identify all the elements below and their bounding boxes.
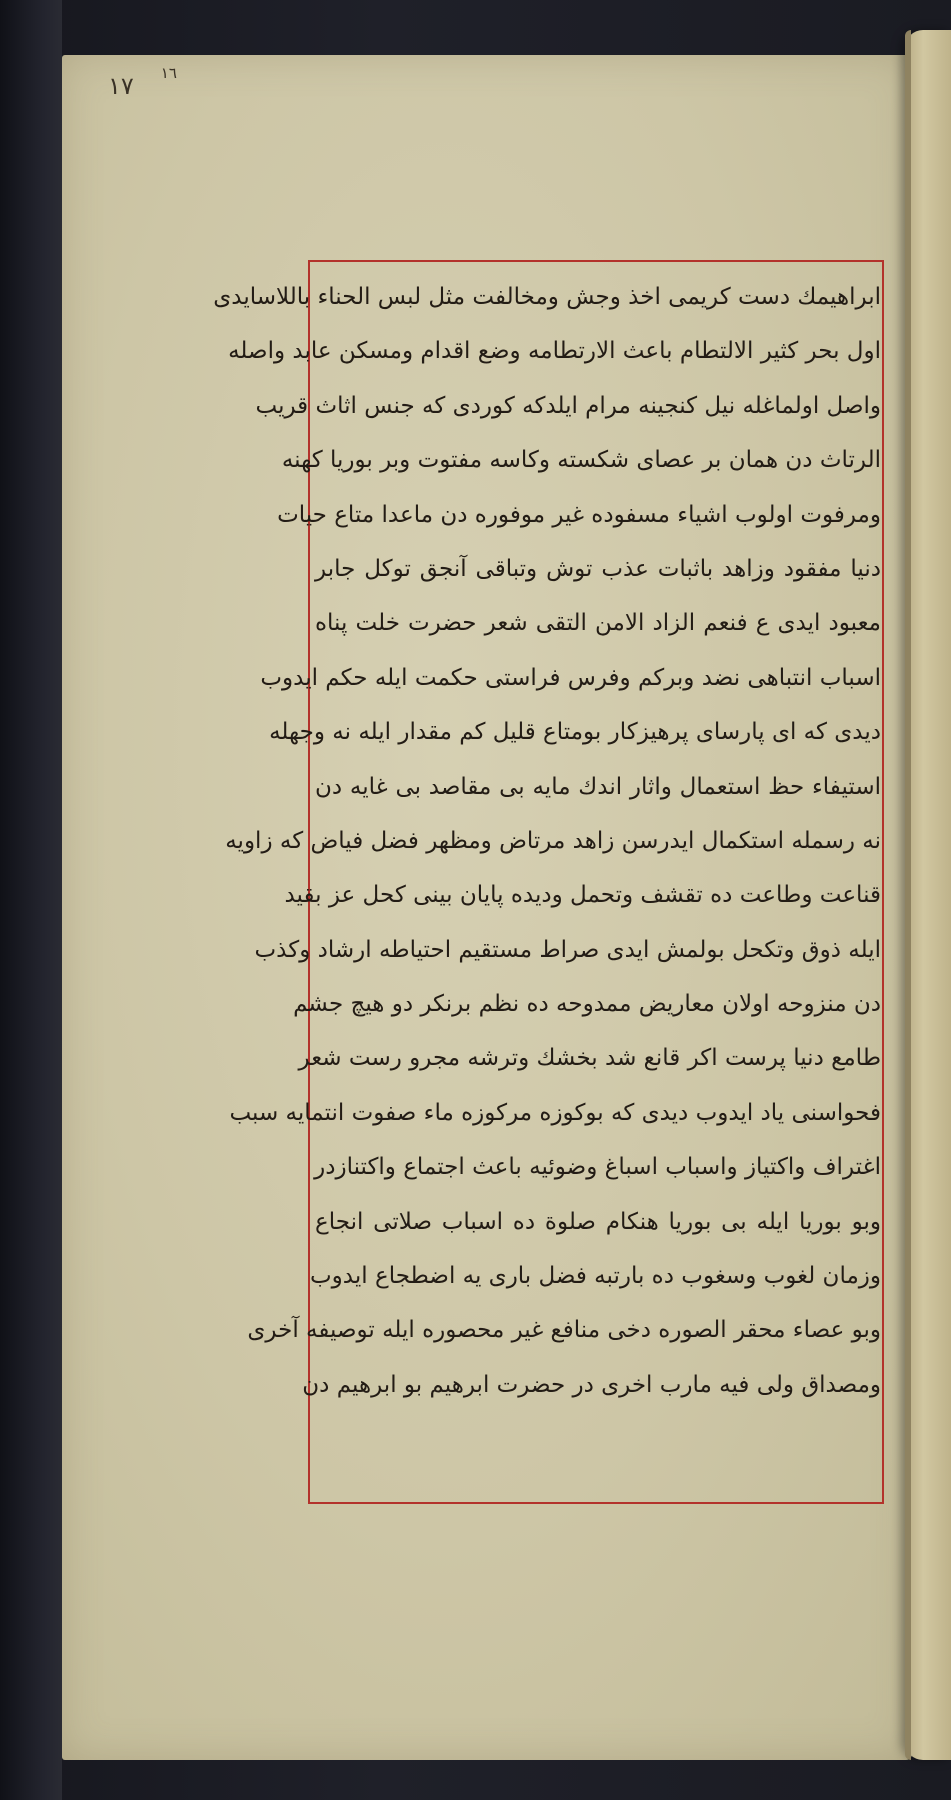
text-line: اغتراف واكتياز واسباب اسباغ وضوئيه باعث اجتماع واكتنازدر — [314, 1154, 881, 1181]
facing-page-edge — [905, 30, 951, 1760]
text-line: فحواسنى ياد ايدوب ديدى كه بوكوزه مركوزه ماء صفوت انتمايه سبب — [229, 1099, 881, 1126]
text-line: طامع دنيا پرست اكر قانع شد بخشك وترشه مجرو رست شعر — [298, 1045, 881, 1072]
text-line: وبو عصاء محقر الصوره دخى منافع غير محصوره ايله توصيفه آخرى — [247, 1317, 881, 1344]
folio-number-primary: ١٧ — [108, 72, 134, 100]
text-line: وبو بوريا ايله بى بوريا هنكام صلوة ده اسباب صلاتى انجاع — [315, 1208, 881, 1235]
text-line: ابراهيمك دست كريمى اخذ وجش ومخالفت مثل لبس الحناء باللاسايدى — [213, 284, 881, 310]
text-line: واصل اولماغله نيل كنجينه مرام ايلدكه كوردى كه جنس اثاث قريب — [255, 392, 881, 419]
text-line: الرتاث دن همان بر عصاى شكسته وكاسه مفتوت وبر بوريا كهنه — [281, 447, 881, 474]
manuscript-text-block — [213, 270, 881, 1495]
text-line: ومصداق ولى فيه مارب اخرى در حضرت ابرهيم بو ابرهيم دن — [302, 1371, 881, 1398]
folio-number — [108, 64, 177, 100]
text-line: ديدى كه اى پارساى پرهيزكار بومتاع قليل كم مقدار ايله نه وجهله — [269, 719, 881, 746]
text-line: وزمان لغوب وسغوب ده بارتبه فضل بارى يه اضطجاع ايدوب — [310, 1263, 881, 1290]
text-line: معبود ايدى ع فنعم الزاد الامن التقى شعر حضرت خلت پناه — [315, 610, 881, 637]
text-line: دنيا مفقود وزاهد باثبات عذب توش وتباقى آنجق توكل جابر — [315, 555, 881, 582]
left-binding-edge — [0, 0, 62, 1800]
folio-number-secondary: ١٦ — [160, 64, 177, 82]
text-line: ايله ذوق وتكحل بولمش ايدى صراط مستقيم احتياطه ارشاد وكذب — [254, 936, 881, 963]
text-line: استيفاء حظ استعمال واثار اندك مايه بى مقاصد بى غايه دن — [315, 773, 881, 800]
text-line: ومرفوت اولوب اشياء مسفوده غير موفوره دن ماعدا متاع حيات — [277, 501, 881, 528]
text-line: اسباب انتباهى نضد وبركم وفرس فراستى حكمت ايله حكم ايدوب — [260, 664, 881, 691]
facing-page-fold — [905, 30, 911, 1760]
text-line: دن منزوحه اولان معاريض ممدوحه ده نظم برنكر دو هيچ جشم — [293, 991, 881, 1018]
text-line: قناعت وطاعت ده تقشف وتحمل وديده پايان بينى كحل عز بقيد — [284, 882, 881, 909]
text-line: نه رسمله استكمال ايدرسن زاهد مرتاض ومظهر فضل فياض كه زاويه — [225, 827, 881, 854]
text-line: اول بحر كثير الالتطام باعث الارتطامه وضع اقدام ومسكن عابد واصله — [228, 338, 881, 365]
